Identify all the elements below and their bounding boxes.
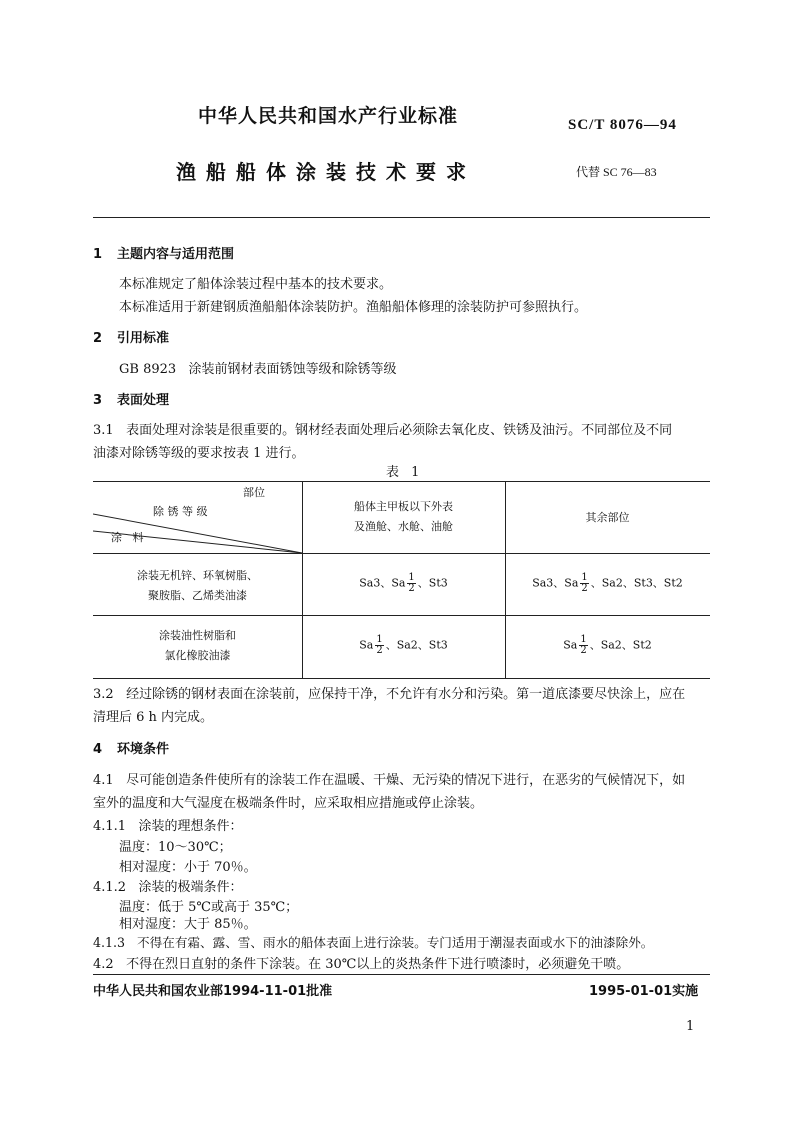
clause-3-1: 3.1 表面处理对涂装是很重要的。钢材经表面处理后必须除去氧化皮、铁锈及油污。不同部位及不同 <box>93 423 673 438</box>
section-number: 3 <box>93 393 103 408</box>
clause-4-1-1: 4.1.1 涂装的理想条件： <box>93 819 243 834</box>
row2-hull-grades <box>302 635 505 656</box>
section-number: 4 <box>93 742 103 757</box>
row1-hull-grades <box>302 573 505 594</box>
clause-4-2: 4.2 不得在烈日直射的条件下涂装。在 30℃以上的炎热条件下进行喷漆时，必须避免干喷。 <box>93 957 630 972</box>
grade-text: 、Sa2、St3 <box>385 638 448 652</box>
section-4-heading <box>93 738 169 757</box>
page-number: 1 <box>686 1019 695 1034</box>
ideal-humidity: 相对湿度：小于 70％。 <box>119 860 257 875</box>
section-number: 1 <box>93 247 103 262</box>
section-3-heading <box>93 389 169 408</box>
row-label-line: 氯化橡胶油漆 <box>164 649 231 662</box>
fraction <box>579 635 587 656</box>
paragraph: 本标准适用于新建钢质渔船船体涂装防护。渔船船体修理的涂装防护可参照执行。 <box>119 300 588 315</box>
section-2-heading <box>93 327 169 346</box>
ideal-temperature: 温度：10～30℃； <box>119 840 232 855</box>
fraction-numerator: 1 <box>376 634 383 645</box>
row1-other-grades <box>505 573 710 594</box>
fraction-numerator: 1 <box>408 572 415 583</box>
reference-item: GB 8923 涂装前钢材表面锈蚀等级和除锈等级 <box>119 362 397 377</box>
header-part-label: 部位 <box>243 486 265 499</box>
replaces-standard: 代替 SC 76—83 <box>576 165 657 179</box>
header-coating-label: 涂 料 <box>111 531 144 544</box>
column-header-other-parts: 其余部位 <box>585 511 630 524</box>
table-bottom-border <box>93 678 710 679</box>
section-title: 引用标准 <box>117 331 170 346</box>
fraction-denominator: 2 <box>580 645 587 656</box>
paragraph: 本标准规定了船体涂装过程中基本的技术要求。 <box>119 277 393 292</box>
fraction-denominator: 2 <box>581 583 588 594</box>
clause-4-1-cont: 室外的温度和大气湿度在极端条件时，应采取相应措施或停止涂装。 <box>93 796 484 811</box>
grade-text: 、St3 <box>417 576 448 590</box>
header-divider <box>93 217 710 218</box>
clause-4-1-2: 4.1.2 涂装的极端条件： <box>93 880 243 895</box>
standard-organization: 中华人民共和国水产行业标准 <box>198 105 459 127</box>
row-label-line: 涂装无机锌、环氧树脂、 <box>137 569 258 582</box>
grade-text: Sa <box>563 638 578 652</box>
clause-4-1: 4.1 尽可能创造条件使所有的涂装工作在温暖、干燥、无污染的情况下进行，在恶劣的气候情况下，如 <box>93 773 686 788</box>
grade-text: Sa3、Sa <box>532 576 579 590</box>
section-title: 表面处理 <box>117 393 170 408</box>
fraction <box>375 635 383 656</box>
row-label-oil-resin <box>93 626 302 666</box>
column-header-line: 船体主甲板以下外表 <box>354 500 453 513</box>
grade-text: 、Sa2、St3、St2 <box>590 576 683 590</box>
column-header-line: 及渔舱、水舱、油舱 <box>354 520 453 533</box>
section-1-heading <box>93 243 234 262</box>
table-caption: 表 1 <box>386 465 424 480</box>
header-grade-label: 除 锈 等 级 <box>153 505 208 518</box>
row-label-line: 涂装油性树脂和 <box>159 629 236 642</box>
grade-text: 、Sa2、St2 <box>589 638 652 652</box>
fraction <box>580 573 588 594</box>
fraction-denominator: 2 <box>376 645 383 656</box>
clause-3-1-cont: 油漆对除锈等级的要求按表 1 进行。 <box>93 446 305 461</box>
fraction <box>407 573 415 594</box>
row-label-inorganic-zinc <box>93 566 302 606</box>
table-row-divider <box>93 615 710 616</box>
row-label-line: 聚胺脂、乙烯类油漆 <box>148 589 247 602</box>
grade-text: Sa3、Sa <box>359 576 406 590</box>
fraction-numerator: 1 <box>580 634 587 645</box>
footer-divider <box>93 974 710 975</box>
fraction-numerator: 1 <box>581 572 588 583</box>
standard-number: SC/T 8076—94 <box>568 117 677 133</box>
clause-4-1-3: 4.1.3 不得在有霜、露、雪、雨水的船体表面上进行涂装。专门适用于潮湿表面或水下的油漆除外。 <box>93 935 654 950</box>
row2-other-grades <box>505 635 710 656</box>
column-header-hull-below-deck <box>302 497 505 537</box>
section-number: 2 <box>93 331 103 346</box>
extreme-humidity: 相对湿度：大于 85％。 <box>119 917 257 932</box>
effective-date: 1995-01-01实施 <box>589 984 699 999</box>
clause-3-2-cont: 清理后 6 h 内完成。 <box>93 710 214 725</box>
table-1 <box>93 481 710 679</box>
approval-line: 中华人民共和国农业部1994-11-01批准 <box>93 984 333 999</box>
page-title: 渔船船体涂装技术要求 <box>176 160 476 184</box>
section-title: 主题内容与适用范围 <box>117 247 235 262</box>
extreme-temperature: 温度：低于 5℃或高于 35℃； <box>119 900 299 915</box>
section-title: 环境条件 <box>117 742 170 757</box>
clause-3-2: 3.2 经过除锈的钢材表面在涂装前，应保持干净，不允许有水分和污染。第一道底漆要尽快涂上，应在 <box>93 687 686 702</box>
fraction-denominator: 2 <box>408 583 415 594</box>
grade-text: Sa <box>359 638 374 652</box>
